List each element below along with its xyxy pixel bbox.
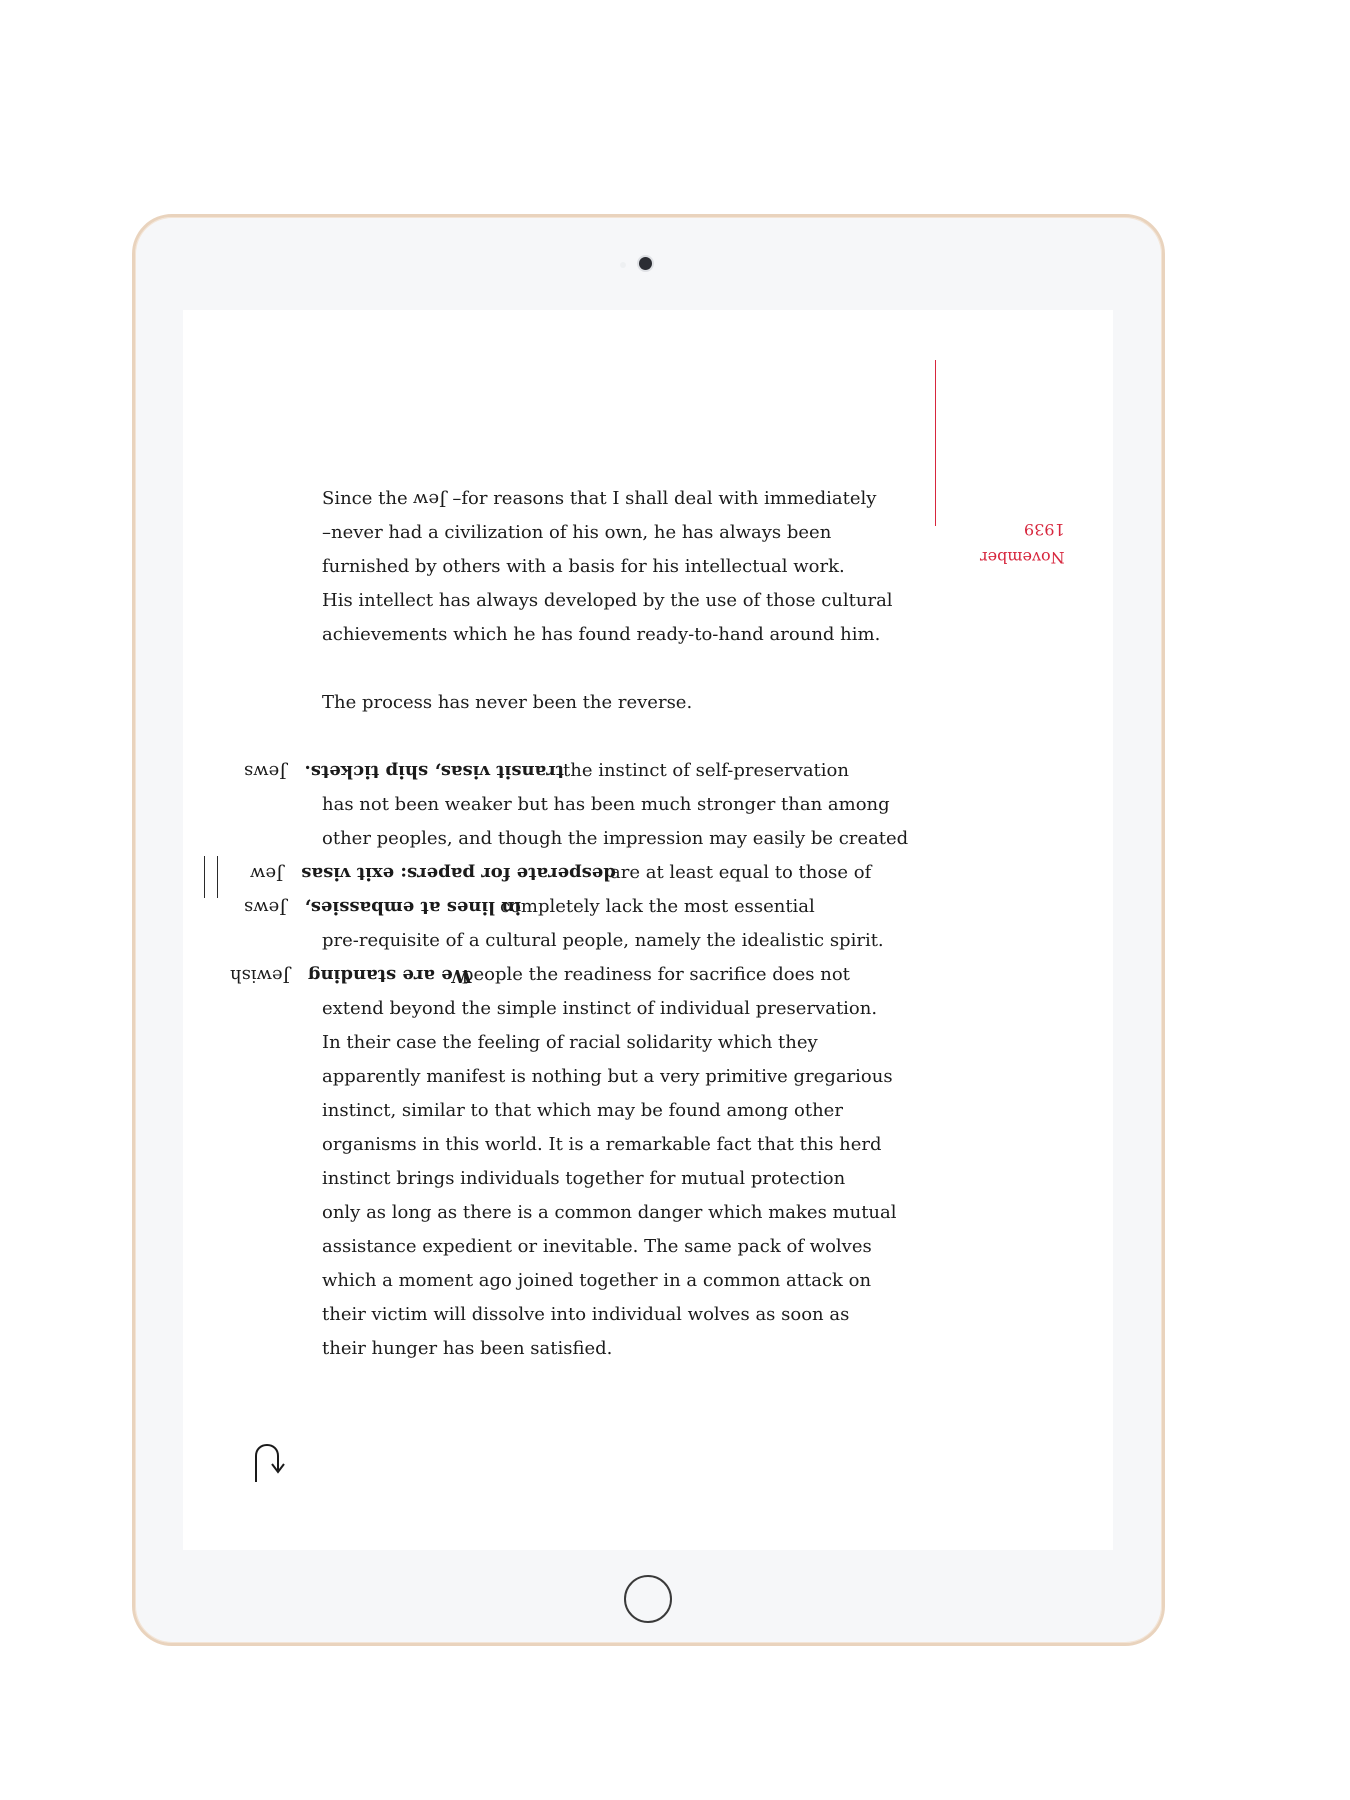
body-line: has not been weaker but has been much stronger than among bbox=[322, 794, 890, 815]
body-line: other peoples, and though the impression may easily be created bbox=[322, 828, 909, 849]
body-line: their hunger has been satisfied. bbox=[322, 1338, 613, 1359]
body-line: are at least equal to those of bbox=[610, 862, 872, 883]
date-year: 1939 bbox=[1024, 520, 1065, 539]
margin-note: We are standingJewish bbox=[230, 965, 472, 986]
body-line: The process has never been the reverse. bbox=[322, 692, 693, 713]
body-line: their victim will dissolve into individual wolves as soon as bbox=[322, 1304, 850, 1325]
body-line: organisms in this world. It is a remarkable fact that this herd bbox=[322, 1134, 882, 1155]
body-line: completely lack the most essential bbox=[500, 896, 815, 917]
body-line: In their case the feeling of racial solidarity which they bbox=[322, 1032, 818, 1053]
margin-note: transit visas, ship tickets.Jews bbox=[244, 761, 565, 782]
body-line: Since the Jew –for reasons that I shall deal with immediately bbox=[322, 488, 877, 510]
body-line: –never had a civilization of his own, he has always been bbox=[322, 522, 832, 543]
body-line: furnished by others with a basis for his intellectual work. bbox=[322, 556, 845, 577]
body-line: people the readiness for sacrifice does not bbox=[462, 964, 850, 985]
date-month: November bbox=[980, 548, 1065, 567]
body-line: extend beyond the simple instinct of individual preservation. bbox=[322, 998, 878, 1019]
margin-note: desperate for papers: exit visasJew bbox=[250, 863, 616, 884]
body-line: instinct, similar to that which may be found among other bbox=[322, 1100, 843, 1121]
date-divider bbox=[935, 360, 936, 526]
body-line: the instinct of self-preservation bbox=[563, 760, 849, 781]
body-line: instinct brings individuals together for mutual protection bbox=[322, 1168, 846, 1189]
body-line: assistance expedient or inevitable. The same pack of wolves bbox=[322, 1236, 872, 1257]
body-line: apparently manifest is nothing but a very primitive gregarious bbox=[322, 1066, 893, 1087]
body-line: which a moment ago joined together in a common attack on bbox=[322, 1270, 872, 1291]
pause-icon[interactable] bbox=[204, 856, 218, 898]
body-line: achievements which he has found ready-to-hand around him. bbox=[322, 624, 881, 645]
return-arrow-icon[interactable] bbox=[252, 1442, 286, 1484]
body-line: only as long as there is a common danger which makes mutual bbox=[322, 1202, 897, 1223]
body-line: pre-requisite of a cultural people, namely the idealistic spirit. bbox=[322, 930, 884, 951]
margin-note: in lines at embassies,Jews bbox=[244, 897, 522, 918]
inline-inverted-word: Jew bbox=[413, 489, 447, 510]
body-line: His intellect has always developed by the use of those cultural bbox=[322, 590, 893, 611]
